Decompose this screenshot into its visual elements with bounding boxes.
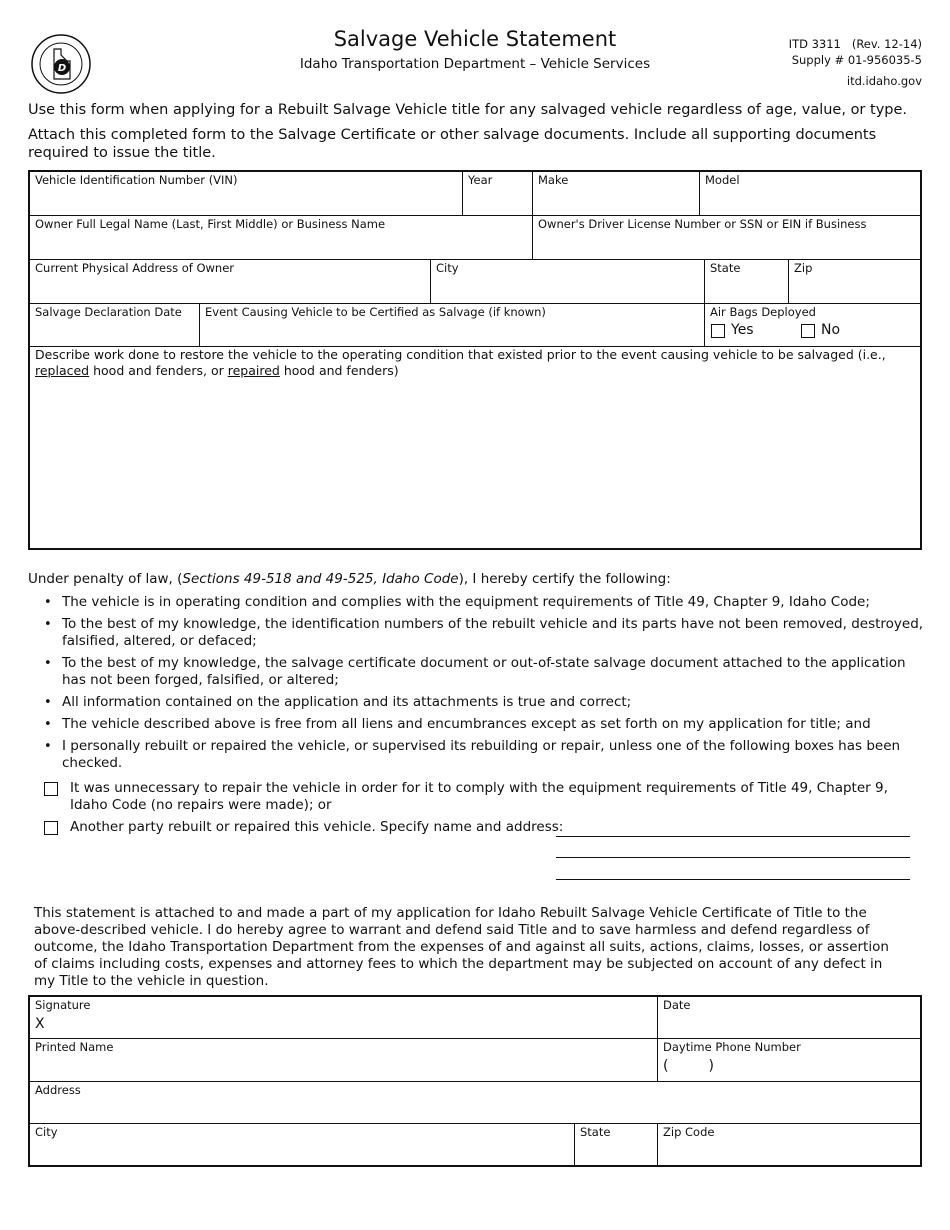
airbags-yes-checkbox[interactable] [711,324,725,338]
form-title: Salvage Vehicle Statement [333,27,617,51]
make-field[interactable] [533,172,700,216]
zip-field[interactable] [789,260,922,304]
owner-dl-field[interactable] [533,216,922,260]
city-label: City [436,261,459,275]
certification-item: • All information contained on the application and its attachments is true and correct; [44,694,924,711]
work-desc-repaired: repaired [227,363,280,378]
state-field[interactable] [705,260,789,304]
airbags-no-checkbox[interactable] [801,324,815,338]
work-desc-text-1: Describe work done to restore the vehicle to the operating condition that existed prior to the event causing vehicle to be salvaged (i.e., [35,347,886,362]
printed-name-label: Printed Name [35,1040,114,1054]
no-repairs-option: It was unnecessary to repair the vehicle in order for it to comply with the equipment requirements of Title 49, Chapter 9, Idaho Code (no repairs were made); or [70,780,888,813]
no-repairs-checkbox[interactable] [44,782,58,796]
work-description-field[interactable] [30,347,922,548]
form-number: ITD 3311 (Rev. 12-14) [788,37,922,51]
intro-line-2: Attach this completed form to the Salvage Certificate or other salvage documents. Include all supporting documents required to issue the title. [28,127,877,161]
certification-item: • The vehicle is in operating condition and complies with the equipment requirements of Title 49, Chapter 9, Idaho Code; [44,594,924,611]
supply-number: Supply # 01-956035-5 [791,53,922,67]
work-desc-text-2: hood and fenders, or [89,363,228,378]
another-party-checkbox[interactable] [44,821,58,835]
work-desc-text-3: hood and fenders) [279,363,399,378]
event-label: Event Causing Vehicle to be Certified as Salvage (if known) [205,305,546,319]
penalty-suffix: ), I hereby certify the following: [458,571,671,587]
warranty-statement: This statement is attached to and made a part of my application for Idaho Rebuilt Salvage Vehicle Certificate of Title to the above-described vehicle. I do hereby agree to warrant and defend said Title and to save harmless and defend regardless of outcome, the Idaho Transportation Department from the expenses of and against all suits, actions, claims, losses, or assertion of claims including costs, expenses and attorney fees to which the department may be subjected on account of any defect in my Title to the vehicle in question. [34,905,889,989]
airbags-yes-label: Yes [731,322,754,338]
vin-label: Vehicle Identification Number (VIN) [35,173,238,187]
signature-field[interactable] [30,997,658,1039]
phone-area-code: ( ) [663,1058,714,1074]
certification-item: • The vehicle described above is free from all liens and encumbrances except as set forth on my application for title; and [44,716,924,733]
signer-zip-field[interactable] [658,1124,922,1165]
make-label: Make [538,173,569,187]
vin-field[interactable] [30,172,463,216]
work-desc-replaced: replaced [35,363,90,378]
certification-list [44,594,924,777]
airbags-field [705,304,922,347]
owner-address-label: Current Physical Address of Owner [35,261,235,275]
year-label: Year [468,173,493,187]
signer-city-label: City [35,1125,58,1139]
printed-name-field[interactable] [30,1039,658,1082]
zip-label: Zip [794,261,813,275]
certification-item: • I personally rebuilt or repaired the vehicle, or supervised its rebuilding or repair, unless one of the following boxes has been checked. [44,738,924,772]
airbags-no-label: No [821,322,841,338]
another-party-line-2[interactable] [556,857,910,858]
another-party-option: Another party rebuilt or repaired this vehicle. Specify name and address: [70,819,564,835]
signature-date-field[interactable] [658,997,922,1039]
vehicle-info-table [28,170,922,550]
form-subtitle: Idaho Transportation Department – Vehicle Services [299,56,651,72]
signature-label: Signature [35,998,91,1012]
signer-address-label: Address [35,1083,81,1097]
signature-mark: X [35,1016,45,1032]
owner-dl-label: Owner's Driver License Number or SSN or EIN if Business [538,217,867,231]
daytime-phone-field[interactable] [658,1039,922,1082]
another-party-line-1[interactable] [556,836,910,837]
signature-date-label: Date [663,998,691,1012]
owner-name-field[interactable] [30,216,533,260]
certification-item: • To the best of my knowledge, the identification numbers of the rebuilt vehicle and its parts have not been removed, destroyed, falsified, altered, or defaced; [44,616,924,650]
penalty-prefix: Under penalty of law, ( [28,571,183,587]
signer-address-field[interactable] [30,1082,922,1124]
intro-line-1: Use this form when applying for a Rebuilt Salvage Vehicle title for any salvaged vehicle regardless of age, value, or type. [28,102,908,118]
city-field[interactable] [431,260,705,304]
signer-state-label: State [580,1125,611,1139]
salvage-date-field[interactable] [30,304,200,347]
signature-table [28,995,922,1167]
model-label: Model [705,173,740,187]
owner-address-field[interactable] [30,260,431,304]
svg-text:D: D [57,63,67,74]
signer-city-field[interactable] [30,1124,575,1165]
daytime-phone-label: Daytime Phone Number [663,1040,801,1054]
penalty-statement [28,571,671,587]
penalty-sections: Sections 49-518 and 49-525, Idaho Code [182,571,459,587]
year-field[interactable] [463,172,533,216]
another-party-line-3[interactable] [556,879,910,880]
signer-state-field[interactable] [575,1124,658,1165]
event-field[interactable] [200,304,705,347]
model-field[interactable] [700,172,922,216]
state-label: State [710,261,741,275]
owner-name-label: Owner Full Legal Name (Last, First Middle) or Business Name [35,217,386,231]
airbags-label: Air Bags Deployed [710,305,816,319]
signer-zip-label: Zip Code [663,1125,715,1139]
salvage-date-label: Salvage Declaration Date [35,305,182,319]
certification-item: • To the best of my knowledge, the salvage certificate document or out-of-state salvage document attached to the application has not been forged, falsified, or altered; [44,655,924,689]
website: itd.idaho.gov [846,74,922,88]
work-description-label [35,347,905,379]
form-number-block [789,36,922,68]
